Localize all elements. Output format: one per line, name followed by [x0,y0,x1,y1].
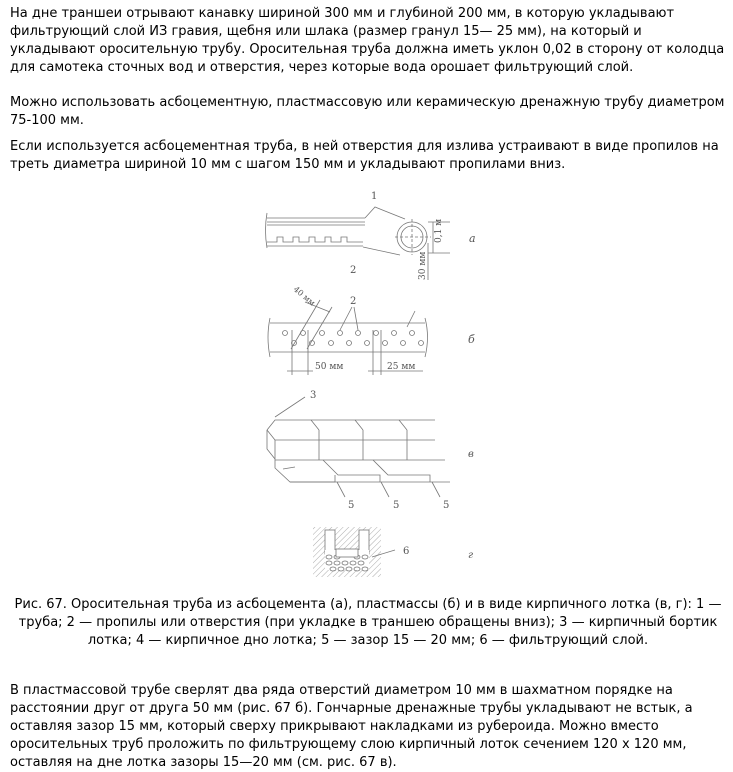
figure-67-diagram [255,185,495,585]
callout-5b: 5 [393,500,400,511]
panel-a-asbestos-pipe [266,191,476,280]
panel-label-b: б [468,333,475,346]
panel-label-v: в [468,449,474,460]
callout-2b: 2 [350,296,357,307]
panel-label-g: г [468,550,474,561]
dim-offset: 25 мм [387,362,416,372]
dim-diameter: 0,1 м [434,218,444,243]
callout-2: 2 [350,265,357,276]
dim-row-spacing: 50 мм [315,362,344,372]
panel-b-plastic-pipe [268,285,475,375]
paragraph-pipe-types: Можно использовать асбоцементную, пластмассовую или керамическую дренажную трубу диаметром 75-100 мм. [10,95,725,128]
callout-6: 6 [403,546,410,557]
callout-5a: 5 [348,500,355,511]
paragraph-asbestos-pipe: Если используется асбоцементная труба, в ней отверстия для излива устраивают в виде пропилов на треть диаметра шириной 10 мм с шагом 150 мм и укладывают пропилами вниз. [10,139,719,172]
figure-caption: Рис. 67. Оросительная труба из асбоцемента (а), пластмассы (б) и в виде кирпичного лотка (в, г): 1 — труба; 2 — пропилы или отверстия (при укладке в траншею обращены вниз); 3 — кирпичный бортик лотка; 4 — кирпичное дно лотка; 5 — зазор 15 — 20 мм; 6 — фильтрующий слой. [14,597,722,648]
callout-1: 1 [371,191,378,202]
dim-cut-depth: 30 мм [418,251,428,280]
callout-3: 3 [310,390,317,401]
panel-label-a: а [469,232,476,245]
panel-v-brick-trough [267,390,474,511]
panel-g-trough-section [313,527,473,577]
callout-5c: 5 [443,500,450,511]
dim-hole-diag: 40 мм [291,284,317,308]
paragraph-trench: На дне траншеи отрывают канавку шириной 300 мм и глубиной 200 мм, в которую укладывают фильтрующий слой ИЗ гравия, щебня или шлака (размер гранул 15— 25 мм), на который и укладывают оросительную трубу. Оросительная труба должна иметь уклон 0,02 в сторону от колодца для самотека сточных вод и отверстия, через которые вода орошает фильтрующий слой. [10,6,725,75]
paragraph-plastic-pipe: В пластмассовой трубе сверлят два ряда отверстий диаметром 10 мм в шахматном порядке на расстоянии друг от друга 50 мм (рис. 67 б). Гончарные дренажные трубы укладывают не встык, а оставляя зазор 15 мм, который сверху прикрывают накладками из рубероида. Можно вместо оросительных труб проложить по фильтрующему слою кирпичный лоток сечением 120 х 120 мм, оставляя на дне лотка зазоры 15—20 мм (см. рис. 67 в). [10,683,693,770]
